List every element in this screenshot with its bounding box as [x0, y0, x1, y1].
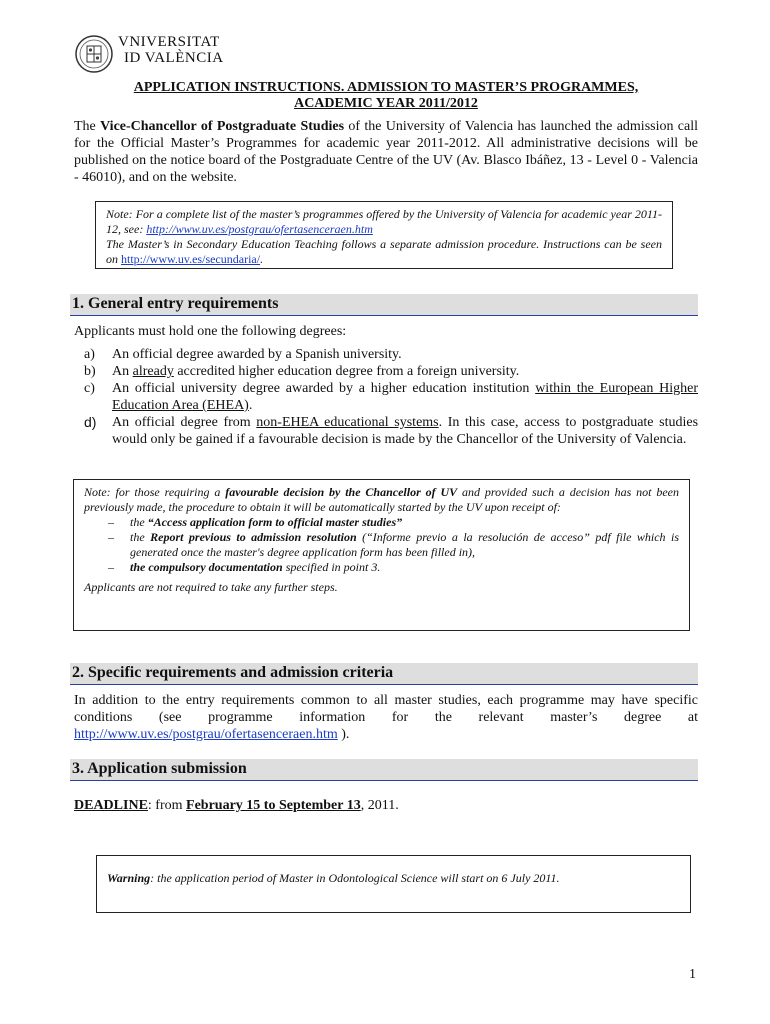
- note1-text-2: The Master’s in Secondary Education Teaching follows a separate admission procedure. Instructions can be seen on: [106, 237, 662, 266]
- list-marker: c): [84, 381, 95, 396]
- postgrau-link[interactable]: http://www.uv.es/postgrau/ofertasenceraen.htm: [74, 727, 338, 742]
- logo-line-1: VNIVERSITAT: [118, 34, 220, 50]
- note2-intro: [84, 485, 679, 515]
- list-item-underlined: already: [132, 364, 174, 379]
- list-item-text: the: [130, 515, 148, 529]
- section1-lead: Applicants must hold one the following degrees:: [74, 324, 347, 339]
- deadline-label: DEADLINE: [74, 798, 148, 813]
- intro-paragraph: [74, 118, 698, 186]
- deadline-dates: February 15 to September 13: [186, 798, 361, 813]
- note-box-programmes: [95, 201, 673, 269]
- intro-prefix: The: [74, 119, 101, 134]
- note-label: Note:: [106, 207, 133, 221]
- intro-bold: Vice-Chancellor of Postgraduate Studies: [100, 119, 345, 134]
- university-seal-icon: [74, 34, 114, 74]
- dash-marker: –: [108, 515, 114, 529]
- list-item: [84, 414, 698, 448]
- title-line-1: APPLICATION INSTRUCTIONS. ADMISSION TO MASTER’S PROGRAMMES,: [133, 80, 639, 95]
- note2-bold: favourable decision by the Chancellor of UV: [225, 485, 458, 499]
- section-heading-3: 3. Application submission: [70, 759, 698, 781]
- list-marker: d): [84, 414, 97, 430]
- note-label: Note:: [84, 485, 111, 499]
- degree-list: [84, 346, 698, 448]
- section-heading-2: 2. Specific requirements and admission criteria: [70, 663, 698, 685]
- list-item-text: An: [112, 364, 133, 379]
- note1-text: For a complete list of the master’s programmes offered by the University of Valencia for academic year 2011-12, see:: [106, 207, 662, 236]
- note2-text: for those requiring a: [110, 485, 226, 499]
- university-logo: [74, 34, 224, 74]
- list-item-text: specified in point 3.: [282, 560, 381, 574]
- list-item-text: accredited higher education degree from a foreign university.: [173, 364, 520, 379]
- warning-box: [96, 855, 691, 913]
- warning-text: : the application period of Master in Odontological Science will start on 6 July 2011.: [150, 871, 560, 885]
- list-item: [84, 515, 679, 530]
- list-item: [84, 530, 679, 560]
- list-item-text: .: [248, 398, 253, 413]
- note2-footer: Applicants are not required to take any further steps.: [84, 580, 338, 594]
- page-number: 1: [689, 967, 696, 982]
- list-item-underlined: non-EHEA educational systems: [256, 415, 439, 430]
- list-item-text: An official degree from: [112, 415, 257, 430]
- dash-marker: –: [108, 530, 114, 544]
- title-line-2: ACADEMIC YEAR 2011/2012: [294, 96, 478, 111]
- secundaria-link[interactable]: http://www.uv.es/secundaria/: [121, 252, 261, 266]
- list-item: [84, 363, 698, 380]
- list-item: [84, 560, 679, 575]
- note-box-chancellor: [73, 479, 690, 631]
- note1-end: .: [260, 252, 264, 266]
- list-item-text: (“Informe previo a la resolución de acceso” pdf file which is generated once the master's degree application form has been filled in),: [130, 530, 680, 559]
- list-item-bold: Report previous to admission resolution: [150, 530, 357, 544]
- note2-text: and provided such a decision has not been previously made, the procedure to obtain it will be automatically started by the UV upon receipt of:: [84, 485, 679, 514]
- deadline-line: [74, 797, 698, 814]
- logo-line-2: ID VALÈNCIA: [124, 50, 224, 66]
- list-item: [84, 380, 698, 414]
- dash-marker: –: [108, 560, 114, 574]
- intro-rest: of the University of Valencia has launched the admission call for the Official Master’s Programmes for academic year 2011-2012. All administrative decisions will be published on the notice board of the Postgraduate Centre of the UV (Av. Blasco Ibáñez, 13 - Level 0 - Valencia - 46010), and on the website.: [74, 119, 699, 185]
- list-marker: b): [84, 364, 96, 379]
- section2-paragraph: [74, 692, 698, 743]
- list-item-text: . In this case, access to postgraduate studies would only be gained if a favourable decision is made by the Chancellor of the University of Valencia.: [112, 415, 699, 447]
- deadline-text: , 2011.: [360, 798, 399, 813]
- list-item-bold: the compulsory documentation: [130, 560, 283, 574]
- section2-text: In addition to the entry requirements common to all master studies, each programme may have specific conditions (see programme information for the relevant master’s degree at: [74, 693, 698, 725]
- list-marker: a): [84, 347, 95, 362]
- programmes-link[interactable]: http://www.uv.es/postgrau/ofertasenceraen.htm: [146, 222, 373, 236]
- list-item-underlined: within the European Higher Education Area (EHEA): [112, 381, 698, 413]
- section2-end: ).: [337, 727, 350, 742]
- list-item-text: An official degree awarded by a Spanish university.: [112, 347, 402, 362]
- section-heading-1: 1. General entry requirements: [70, 294, 698, 316]
- warning-label: Warning: [107, 871, 151, 885]
- list-item: [84, 346, 698, 363]
- list-item-text: An official university degree awarded by a higher education institution: [112, 381, 536, 396]
- list-item-bold: “Access application form to official master studies”: [147, 515, 403, 529]
- deadline-text: : from: [147, 798, 187, 813]
- list-item-text: the: [130, 530, 151, 544]
- page-title: [80, 80, 692, 112]
